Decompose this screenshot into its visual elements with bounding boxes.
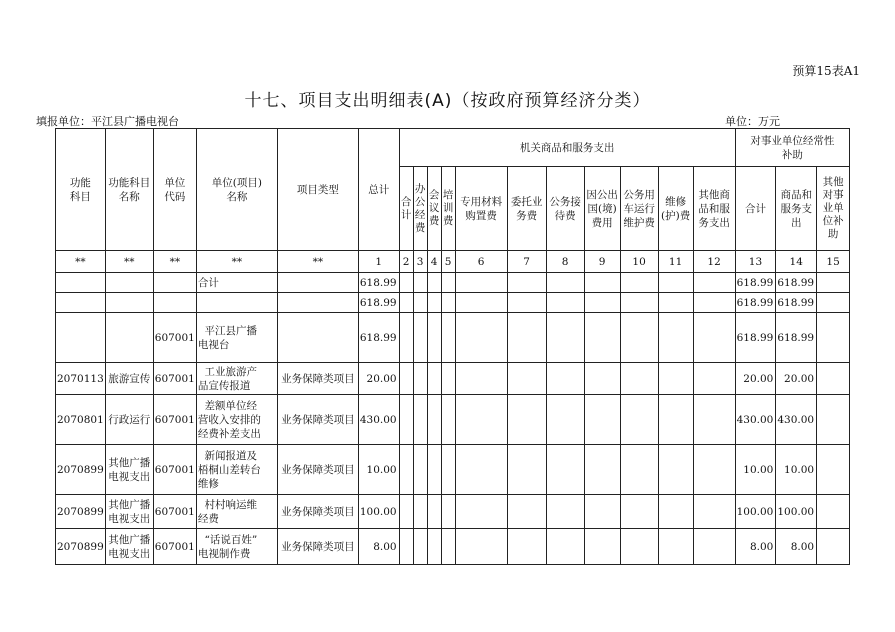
index-cell: 14 bbox=[776, 251, 817, 273]
index-cell: 11 bbox=[658, 251, 693, 273]
header-c-office: 办 公 经 费 bbox=[413, 167, 427, 251]
index-cell: ** bbox=[277, 251, 358, 273]
cell-c-reception bbox=[546, 445, 584, 495]
cell-s-sum: 20.00 bbox=[735, 363, 776, 395]
header-func-name: 功能科目 名称 bbox=[105, 129, 153, 251]
cell-func-name: 其他广播 电视支出 bbox=[105, 495, 153, 529]
cell-s-other bbox=[817, 495, 850, 529]
cell-s-sum: 100.00 bbox=[735, 495, 776, 529]
cell-c-reception bbox=[546, 395, 584, 445]
header-c-other: 其他商 品和服 务支出 bbox=[693, 167, 735, 251]
index-cell: 3 bbox=[413, 251, 427, 273]
cell-c-entrust bbox=[507, 293, 546, 313]
cell-func-name bbox=[105, 313, 153, 363]
cell-c-sum bbox=[399, 313, 413, 363]
cell-c-sum bbox=[399, 529, 413, 565]
cell-s-other bbox=[817, 395, 850, 445]
cell-func-name bbox=[105, 293, 153, 313]
cell-proj-type bbox=[277, 313, 358, 363]
cell-func-code: 2070801 bbox=[56, 395, 106, 445]
cell-func-code: 2070899 bbox=[56, 495, 106, 529]
cell-c-material bbox=[455, 395, 507, 445]
cell-c-meeting bbox=[427, 363, 441, 395]
cell-c-material bbox=[455, 363, 507, 395]
cell-c-office bbox=[413, 495, 427, 529]
header-s-sum: 合计 bbox=[735, 167, 776, 251]
cell-func-code: 2070899 bbox=[56, 445, 106, 495]
header-total: 总计 bbox=[358, 129, 399, 251]
cell-unit-name: 新闻报道及 梧桐山差转台 维修 bbox=[196, 445, 277, 495]
cell-c-repair bbox=[658, 273, 693, 293]
cell-c-office bbox=[413, 529, 427, 565]
header-s-other: 其他 对事 业单 位补 助 bbox=[817, 167, 850, 251]
cell-proj-type bbox=[277, 293, 358, 313]
cell-proj-type: 业务保障类项目 bbox=[277, 445, 358, 495]
cell-s-goods: 618.99 bbox=[776, 273, 817, 293]
cell-c-reception bbox=[546, 313, 584, 363]
cell-total: 100.00 bbox=[358, 495, 399, 529]
index-cell: 5 bbox=[441, 251, 455, 273]
cell-s-sum: 618.99 bbox=[735, 273, 776, 293]
header-project-type: 项目类型 bbox=[277, 129, 358, 251]
cell-c-other bbox=[693, 313, 735, 363]
cell-s-goods: 10.00 bbox=[776, 445, 817, 495]
table-row bbox=[56, 495, 850, 529]
cell-func-code: 2070899 bbox=[56, 529, 106, 565]
cell-c-training bbox=[441, 495, 455, 529]
cell-c-training bbox=[441, 529, 455, 565]
cell-func-code bbox=[56, 293, 106, 313]
cell-total: 20.00 bbox=[358, 363, 399, 395]
cell-c-vehicle bbox=[620, 495, 658, 529]
cell-proj-type: 业务保障类项目 bbox=[277, 495, 358, 529]
cell-proj-type bbox=[277, 273, 358, 293]
cell-c-vehicle bbox=[620, 445, 658, 495]
cell-unit-name: 平江县广播 电视台 bbox=[196, 313, 277, 363]
header-unit-code: 单位 代码 bbox=[153, 129, 196, 251]
cell-func-name: 行政运行 bbox=[105, 395, 153, 445]
cell-c-meeting bbox=[427, 529, 441, 565]
cell-c-vehicle bbox=[620, 529, 658, 565]
cell-c-other bbox=[693, 363, 735, 395]
cell-unit-name: 工业旅游产 品宣传报道 bbox=[196, 363, 277, 395]
cell-c-entrust bbox=[507, 445, 546, 495]
cell-c-vehicle bbox=[620, 395, 658, 445]
form-code: 预算15表A1 bbox=[792, 64, 860, 78]
index-cell: 13 bbox=[735, 251, 776, 273]
cell-c-sum bbox=[399, 273, 413, 293]
cell-c-material bbox=[455, 313, 507, 363]
cell-unit-code: 607001 bbox=[153, 495, 196, 529]
cell-s-other bbox=[817, 273, 850, 293]
cell-func-code bbox=[56, 313, 106, 363]
cell-s-other bbox=[817, 529, 850, 565]
cell-c-office bbox=[413, 313, 427, 363]
index-row bbox=[56, 251, 850, 273]
cell-c-material bbox=[455, 529, 507, 565]
cell-c-material bbox=[455, 273, 507, 293]
index-cell: 6 bbox=[455, 251, 507, 273]
table-row bbox=[56, 395, 850, 445]
index-cell: 4 bbox=[427, 251, 441, 273]
cell-s-other bbox=[817, 313, 850, 363]
cell-unit-name: 村村响运维 经费 bbox=[196, 495, 277, 529]
cell-unit-name: 差额单位经 营收入安排的 经费补差支出 bbox=[196, 395, 277, 445]
cell-s-sum: 618.99 bbox=[735, 293, 776, 313]
cell-c-abroad bbox=[584, 293, 620, 313]
cell-c-other bbox=[693, 445, 735, 495]
cell-c-repair bbox=[658, 293, 693, 313]
cell-c-abroad bbox=[584, 529, 620, 565]
cell-c-material bbox=[455, 445, 507, 495]
cell-c-other bbox=[693, 395, 735, 445]
cell-s-goods: 430.00 bbox=[776, 395, 817, 445]
cell-c-repair bbox=[658, 363, 693, 395]
header-c-vehicle: 公务用 车运行 维护费 bbox=[620, 167, 658, 251]
table-row bbox=[56, 313, 850, 363]
table-row bbox=[56, 293, 850, 313]
cell-c-sum bbox=[399, 293, 413, 313]
cell-c-entrust bbox=[507, 395, 546, 445]
cell-func-name: 其他广播 电视支出 bbox=[105, 529, 153, 565]
cell-c-abroad bbox=[584, 395, 620, 445]
cell-c-repair bbox=[658, 495, 693, 529]
cell-c-meeting bbox=[427, 445, 441, 495]
cell-c-office bbox=[413, 273, 427, 293]
cell-c-other bbox=[693, 273, 735, 293]
cell-s-goods: 618.99 bbox=[776, 293, 817, 313]
cell-total: 618.99 bbox=[358, 313, 399, 363]
cell-unit-name bbox=[196, 293, 277, 313]
cell-unit-code bbox=[153, 293, 196, 313]
cell-c-abroad bbox=[584, 445, 620, 495]
index-cell: 7 bbox=[507, 251, 546, 273]
cell-c-sum bbox=[399, 395, 413, 445]
table-row bbox=[56, 273, 850, 293]
cell-c-other bbox=[693, 495, 735, 529]
cell-unit-code: 607001 bbox=[153, 395, 196, 445]
index-cell: ** bbox=[196, 251, 277, 273]
cell-c-entrust bbox=[507, 313, 546, 363]
cell-c-training bbox=[441, 273, 455, 293]
cell-proj-type: 业务保障类项目 bbox=[277, 395, 358, 445]
cell-c-entrust bbox=[507, 273, 546, 293]
cell-unit-code: 607001 bbox=[153, 313, 196, 363]
cell-s-goods: 100.00 bbox=[776, 495, 817, 529]
table-row bbox=[56, 445, 850, 495]
cell-c-meeting bbox=[427, 495, 441, 529]
cell-unit-code bbox=[153, 273, 196, 293]
cell-s-sum: 430.00 bbox=[735, 395, 776, 445]
index-cell: 1 bbox=[358, 251, 399, 273]
cell-c-training bbox=[441, 313, 455, 363]
cell-proj-type: 业务保障类项目 bbox=[277, 363, 358, 395]
cell-c-entrust bbox=[507, 529, 546, 565]
cell-s-sum: 618.99 bbox=[735, 313, 776, 363]
cell-c-training bbox=[441, 363, 455, 395]
cell-c-repair bbox=[658, 395, 693, 445]
header-c-abroad: 因公出 国(境) 费用 bbox=[584, 167, 620, 251]
cell-c-vehicle bbox=[620, 363, 658, 395]
header-c-reception: 公务接 待费 bbox=[546, 167, 584, 251]
cell-unit-name: 合计 bbox=[196, 273, 277, 293]
index-cell: 2 bbox=[399, 251, 413, 273]
cell-c-material bbox=[455, 495, 507, 529]
cell-c-vehicle bbox=[620, 293, 658, 313]
cell-c-training bbox=[441, 395, 455, 445]
cell-total: 430.00 bbox=[358, 395, 399, 445]
table-row bbox=[56, 529, 850, 565]
cell-c-abroad bbox=[584, 273, 620, 293]
cell-s-other bbox=[817, 445, 850, 495]
table-body bbox=[56, 273, 850, 565]
cell-proj-type: 业务保障类项目 bbox=[277, 529, 358, 565]
header-unit-name: 单位(项目) 名称 bbox=[196, 129, 277, 251]
cell-c-repair bbox=[658, 313, 693, 363]
cell-c-reception bbox=[546, 273, 584, 293]
cell-c-training bbox=[441, 293, 455, 313]
cell-c-other bbox=[693, 529, 735, 565]
cell-c-other bbox=[693, 293, 735, 313]
cell-c-vehicle bbox=[620, 313, 658, 363]
index-cell: 12 bbox=[693, 251, 735, 273]
page-title: 十七、项目支出明细表(A)（按政府预算经济分类） bbox=[244, 91, 651, 111]
index-cell: 10 bbox=[620, 251, 658, 273]
cell-total: 8.00 bbox=[358, 529, 399, 565]
index-cell: ** bbox=[105, 251, 153, 273]
header-c-training: 培 训 费 bbox=[441, 167, 455, 251]
cell-unit-code: 607001 bbox=[153, 529, 196, 565]
cell-unit-name: “话说百姓” 电视制作费 bbox=[196, 529, 277, 565]
cell-c-office bbox=[413, 293, 427, 313]
header-group-org: 机关商品和服务支出 bbox=[399, 129, 735, 167]
cell-c-reception bbox=[546, 495, 584, 529]
cell-c-vehicle bbox=[620, 273, 658, 293]
cell-s-other bbox=[817, 363, 850, 395]
cell-s-goods: 618.99 bbox=[776, 313, 817, 363]
header-c-entrust: 委托业 务费 bbox=[507, 167, 546, 251]
cell-c-material bbox=[455, 293, 507, 313]
cell-c-sum bbox=[399, 495, 413, 529]
cell-s-sum: 10.00 bbox=[735, 445, 776, 495]
cell-c-meeting bbox=[427, 273, 441, 293]
cell-c-repair bbox=[658, 445, 693, 495]
cell-c-entrust bbox=[507, 363, 546, 395]
cell-s-goods: 8.00 bbox=[776, 529, 817, 565]
cell-c-meeting bbox=[427, 395, 441, 445]
cell-c-abroad bbox=[584, 495, 620, 529]
cell-total: 10.00 bbox=[358, 445, 399, 495]
cell-c-abroad bbox=[584, 363, 620, 395]
cell-c-training bbox=[441, 445, 455, 495]
header-group-subsidy: 对事业单位经常性 补助 bbox=[735, 129, 850, 167]
cell-c-meeting bbox=[427, 293, 441, 313]
cell-func-code: 2070113 bbox=[56, 363, 106, 395]
cell-func-code bbox=[56, 273, 106, 293]
cell-c-entrust bbox=[507, 495, 546, 529]
expenditure-table bbox=[55, 128, 850, 565]
index-cell: 8 bbox=[546, 251, 584, 273]
cell-c-sum bbox=[399, 363, 413, 395]
header-s-goods: 商品和 服务支 出 bbox=[776, 167, 817, 251]
header-c-sum: 合 计 bbox=[399, 167, 413, 251]
cell-c-reception bbox=[546, 363, 584, 395]
reporting-unit: 填报单位：平江县广播电视台 bbox=[36, 115, 179, 128]
header-c-repair: 维修 (护)费 bbox=[658, 167, 693, 251]
cell-c-office bbox=[413, 445, 427, 495]
index-cell: ** bbox=[153, 251, 196, 273]
cell-total: 618.99 bbox=[358, 273, 399, 293]
header-func-code: 功能 科目 bbox=[56, 129, 106, 251]
index-cell: 9 bbox=[584, 251, 620, 273]
cell-func-name: 旅游宣传 bbox=[105, 363, 153, 395]
header-c-material: 专用材料 购置费 bbox=[455, 167, 507, 251]
cell-c-office bbox=[413, 395, 427, 445]
table-row bbox=[56, 363, 850, 395]
cell-c-reception bbox=[546, 293, 584, 313]
cell-c-office bbox=[413, 363, 427, 395]
index-cell: 15 bbox=[817, 251, 850, 273]
cell-unit-code: 607001 bbox=[153, 363, 196, 395]
cell-func-name: 其他广播 电视支出 bbox=[105, 445, 153, 495]
cell-s-goods: 20.00 bbox=[776, 363, 817, 395]
cell-s-other bbox=[817, 293, 850, 313]
cell-c-reception bbox=[546, 529, 584, 565]
cell-s-sum: 8.00 bbox=[735, 529, 776, 565]
header-c-meeting: 会 议 费 bbox=[427, 167, 441, 251]
cell-c-meeting bbox=[427, 313, 441, 363]
cell-c-repair bbox=[658, 529, 693, 565]
cell-total: 618.99 bbox=[358, 293, 399, 313]
cell-func-name bbox=[105, 273, 153, 293]
currency-unit: 单位：万元 bbox=[725, 115, 780, 128]
cell-c-sum bbox=[399, 445, 413, 495]
cell-c-abroad bbox=[584, 313, 620, 363]
cell-unit-code: 607001 bbox=[153, 445, 196, 495]
index-cell: ** bbox=[56, 251, 106, 273]
